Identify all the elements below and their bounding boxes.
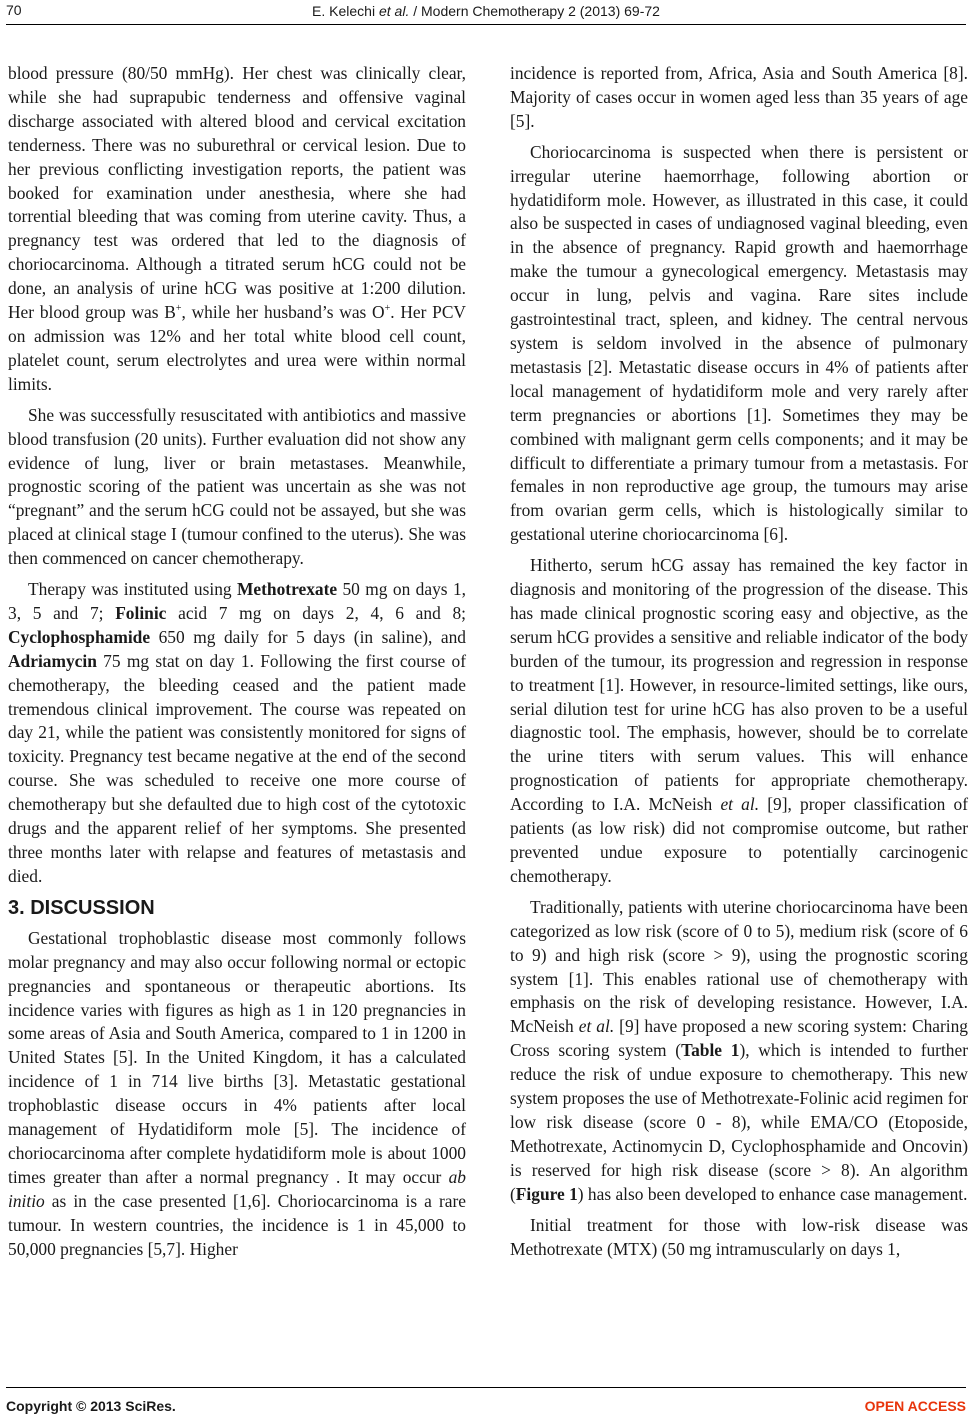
superscript-rh: +: [384, 303, 391, 315]
paragraph-initial-treatment: Initial treatment for those with low-risk disease was Methotrexate (MTX) (50 mg intramuscularly on days 1,: [510, 1214, 968, 1259]
running-head-authors: E. Kelechi: [312, 3, 379, 19]
right-column: [510, 62, 968, 1268]
table-reference: Table 1: [681, 1040, 740, 1061]
text-run: , while her husband’s was O: [181, 302, 385, 323]
header-rule: [6, 24, 966, 25]
drug-name: Cyclophosphamide: [8, 626, 151, 647]
text-run: [9] have proposed a new scoring system: Charing Cross scoring system (: [510, 1016, 968, 1061]
paragraph-case-findings: [8, 62, 466, 397]
section-heading-discussion: 3. DISCUSSION: [8, 896, 155, 919]
text-run: ) has also been developed to enhance case management.: [577, 1183, 968, 1204]
paragraph-scoring: [510, 896, 968, 1207]
italic-term: et al.: [578, 1016, 615, 1037]
text-run: blood pressure (80/50 mmHg). Her chest was clinically clear, while she had suprapubic tenderness and offensive vaginal discharge associated with altered blood and cervical excitation tenderness. There was no suburethral or cervical lesion. Due to her previous conflicting investigation reports, the patient was booked for examination under anesthesia, where she had torrential bleeding that was coming from uterine cavity. Thus, a pregnancy test was ordered that led to the diagnosis of choriocarcinoma. Although a titrated serum hCG could not be done, an analysis of urine hCG was positive at 1:200 dilution. Her blood group was B: [8, 63, 466, 323]
running-head-et-al: et al.: [378, 3, 410, 19]
paragraph-resuscitation: She was successfully resuscitated with antibiotics and massive blood transfusion (20 units). Further evaluation did not show any evidence of lung, liver or brain metastases. Meanwhile, prognostic scoring of the patient was uncertain as she was not “pregnant” and the serum hCG could not be assayed, but she was placed at clinical stage I (tumour confined to the uterus). She was then commenced on cancer chemotherapy.: [8, 404, 466, 569]
text-run: 650 mg daily for 5 days (in saline), and: [150, 626, 466, 647]
italic-term: ab initio: [8, 1166, 466, 1211]
running-head-journal: / Modern Chemotherapy 2 (2013) 69-72: [409, 3, 660, 19]
text-run: acid 7 mg on days 2, 4, 6 and 8;: [166, 602, 466, 623]
text-run: . Her PCV on admission was 12% and her total white blood cell count, platelet count, serum electrolytes and urea were within normal limits.: [8, 302, 466, 394]
paragraph-gtd-incidence: [8, 927, 466, 1262]
text-run: Traditionally, patients with uterine choriocarcinoma have been categorized as low risk (score of 0 to 5), medium risk (score of 6 to 9) and high risk (score > 9), using the prognostic scoring system [1]. This enables rational use of chemotherapy with emphasis on the risk of developing resistance. However, I.A. McNeish: [510, 896, 968, 1037]
italic-term: et al.: [720, 794, 760, 815]
drug-name: Adriamycin: [8, 650, 97, 671]
figure-reference: Figure 1: [515, 1183, 578, 1204]
text-run: Hitherto, serum hCG assay has remained the key factor in diagnosis and monitoring of the progression of the disease. This has made clinical prognostic scoring easy and objective, as the serum hCG provides a sensitive and reliable indicator of the body burden of the tumour, its progression and regression in response to treatment [1]. However, in resource-limited settings, like ours, serial dilution test for urine hCG has also proven to be a useful diagnostic tool. The emphasis, however, should be to correlate the urine titers with serum values. This will enhance prognostication of patients for appropriate chemotherapy. According to I.A. McNeish: [510, 555, 968, 815]
paragraph-hcg-assay: [510, 554, 968, 889]
left-column: [8, 62, 466, 1269]
running-head: [0, 3, 972, 19]
text-run: 75 mg stat on day 1. Following the first course of chemotherapy, the bleeding ceased and the patient made tremendous clinical improvement. The course was repeated on day 21, while the patient was consistently monitored for signs of toxicity. Pregnancy test became negative at the end of the second course. She was scheduled to receive one more course of chemotherapy but she defaulted due to high cost of the cytotoxic drugs and the apparent relief of her symptoms. She presented three months later with relapse and features of metastasis and died.: [8, 650, 466, 886]
text-run: 50 mg on days 1, 3, 5 and 7;: [8, 579, 466, 623]
text-run: [9], proper classification of patients (as low risk) did not compromise outcome, but rather prevented undue exposure to potentially carcinogenic chemotherapy.: [510, 794, 968, 886]
page-number: 70: [6, 2, 22, 18]
paragraph-therapy: [8, 578, 466, 889]
text-run: as in the case presented [1,6]. Choriocarcinoma is a rare tumour. In western countries, the incidence is 1 in 45,000 to 50,000 pregnancies [5,7]. Higher: [8, 1190, 466, 1259]
footer-rule: [6, 1387, 966, 1388]
copyright-notice: Copyright © 2013 SciRes.: [6, 1398, 176, 1414]
drug-name: Folinic: [115, 602, 167, 623]
superscript-rh: +: [175, 303, 182, 315]
paragraph-suspicion: Choriocarcinoma is suspected when there is persistent or irregular uterine haemorrhage, following abortion or hydatidiform mole. However, as illustrated in this case, it could also be suspected in cases of undiagnosed vaginal bleeding, even in the absence of pregnancy. Rapid growth and haemorrhage make the tumour a gynecological emergency. Metastasis may occur in lung, pelvis and vagina. Rare sites include gastrointestinal tract, spleen, and kidney. The central nervous system is seldom involved in the absence of pulmonary metastasis [2]. Metastatic disease occurs in 4% of patients after local management of hydatidiform mole and very rarely after term pregnancies or abortions [1]. Sometimes they may be combined with malignant germ cells components; and it may be difficult to differentiate a primary tumour from a metastasis. For females in non reproductive age group, the tumours may arise from ovarian germ cells, which is histologically similar to gestational uterine choriocarcinoma [6].: [510, 141, 968, 545]
text-run: ), which is intended to further reduce the risk of undue exposure to chemotherapy. This new system proposes the use of Methotrexate-Folinic acid regimen for low risk disease (score 0 - 8), while EMA/CO (Etoposide, Methotrexate, Actinomycin D, Cyclophosphamide and Oncovin) is reserved for high risk disease (score > 8). An algorithm (: [510, 1040, 969, 1204]
open-access-label: OPEN ACCESS: [864, 1398, 966, 1414]
text-run: Gestational trophoblastic disease most commonly follows molar pregnancy and may also occur following normal or ectopic pregnancies and spontaneous or therapeutic abortions. Its incidence varies with figures as high as 1 in 120 pregnancies in some areas of Asia and South America, compared to 1 in 1200 in United States [5]. In the United Kingdom, it has a calculated incidence of 1 in 714 live births [3]. Metastatic gestational trophoblastic disease occurs in 4% patients after local management of Hydatidiform mole [5]. The incidence of choriocarcinoma after complete hydatidiform mole is about 1000 times greater than after a normal pregnancy . It may occur: [8, 927, 466, 1187]
paragraph-incidence-continued: incidence is reported from, Africa, Asia and South America [8]. Majority of cases occur in women aged less than 35 years of age [5].: [510, 63, 968, 131]
text-run: Therapy was instituted using: [28, 579, 237, 600]
drug-name: Methotrexate: [236, 579, 338, 600]
